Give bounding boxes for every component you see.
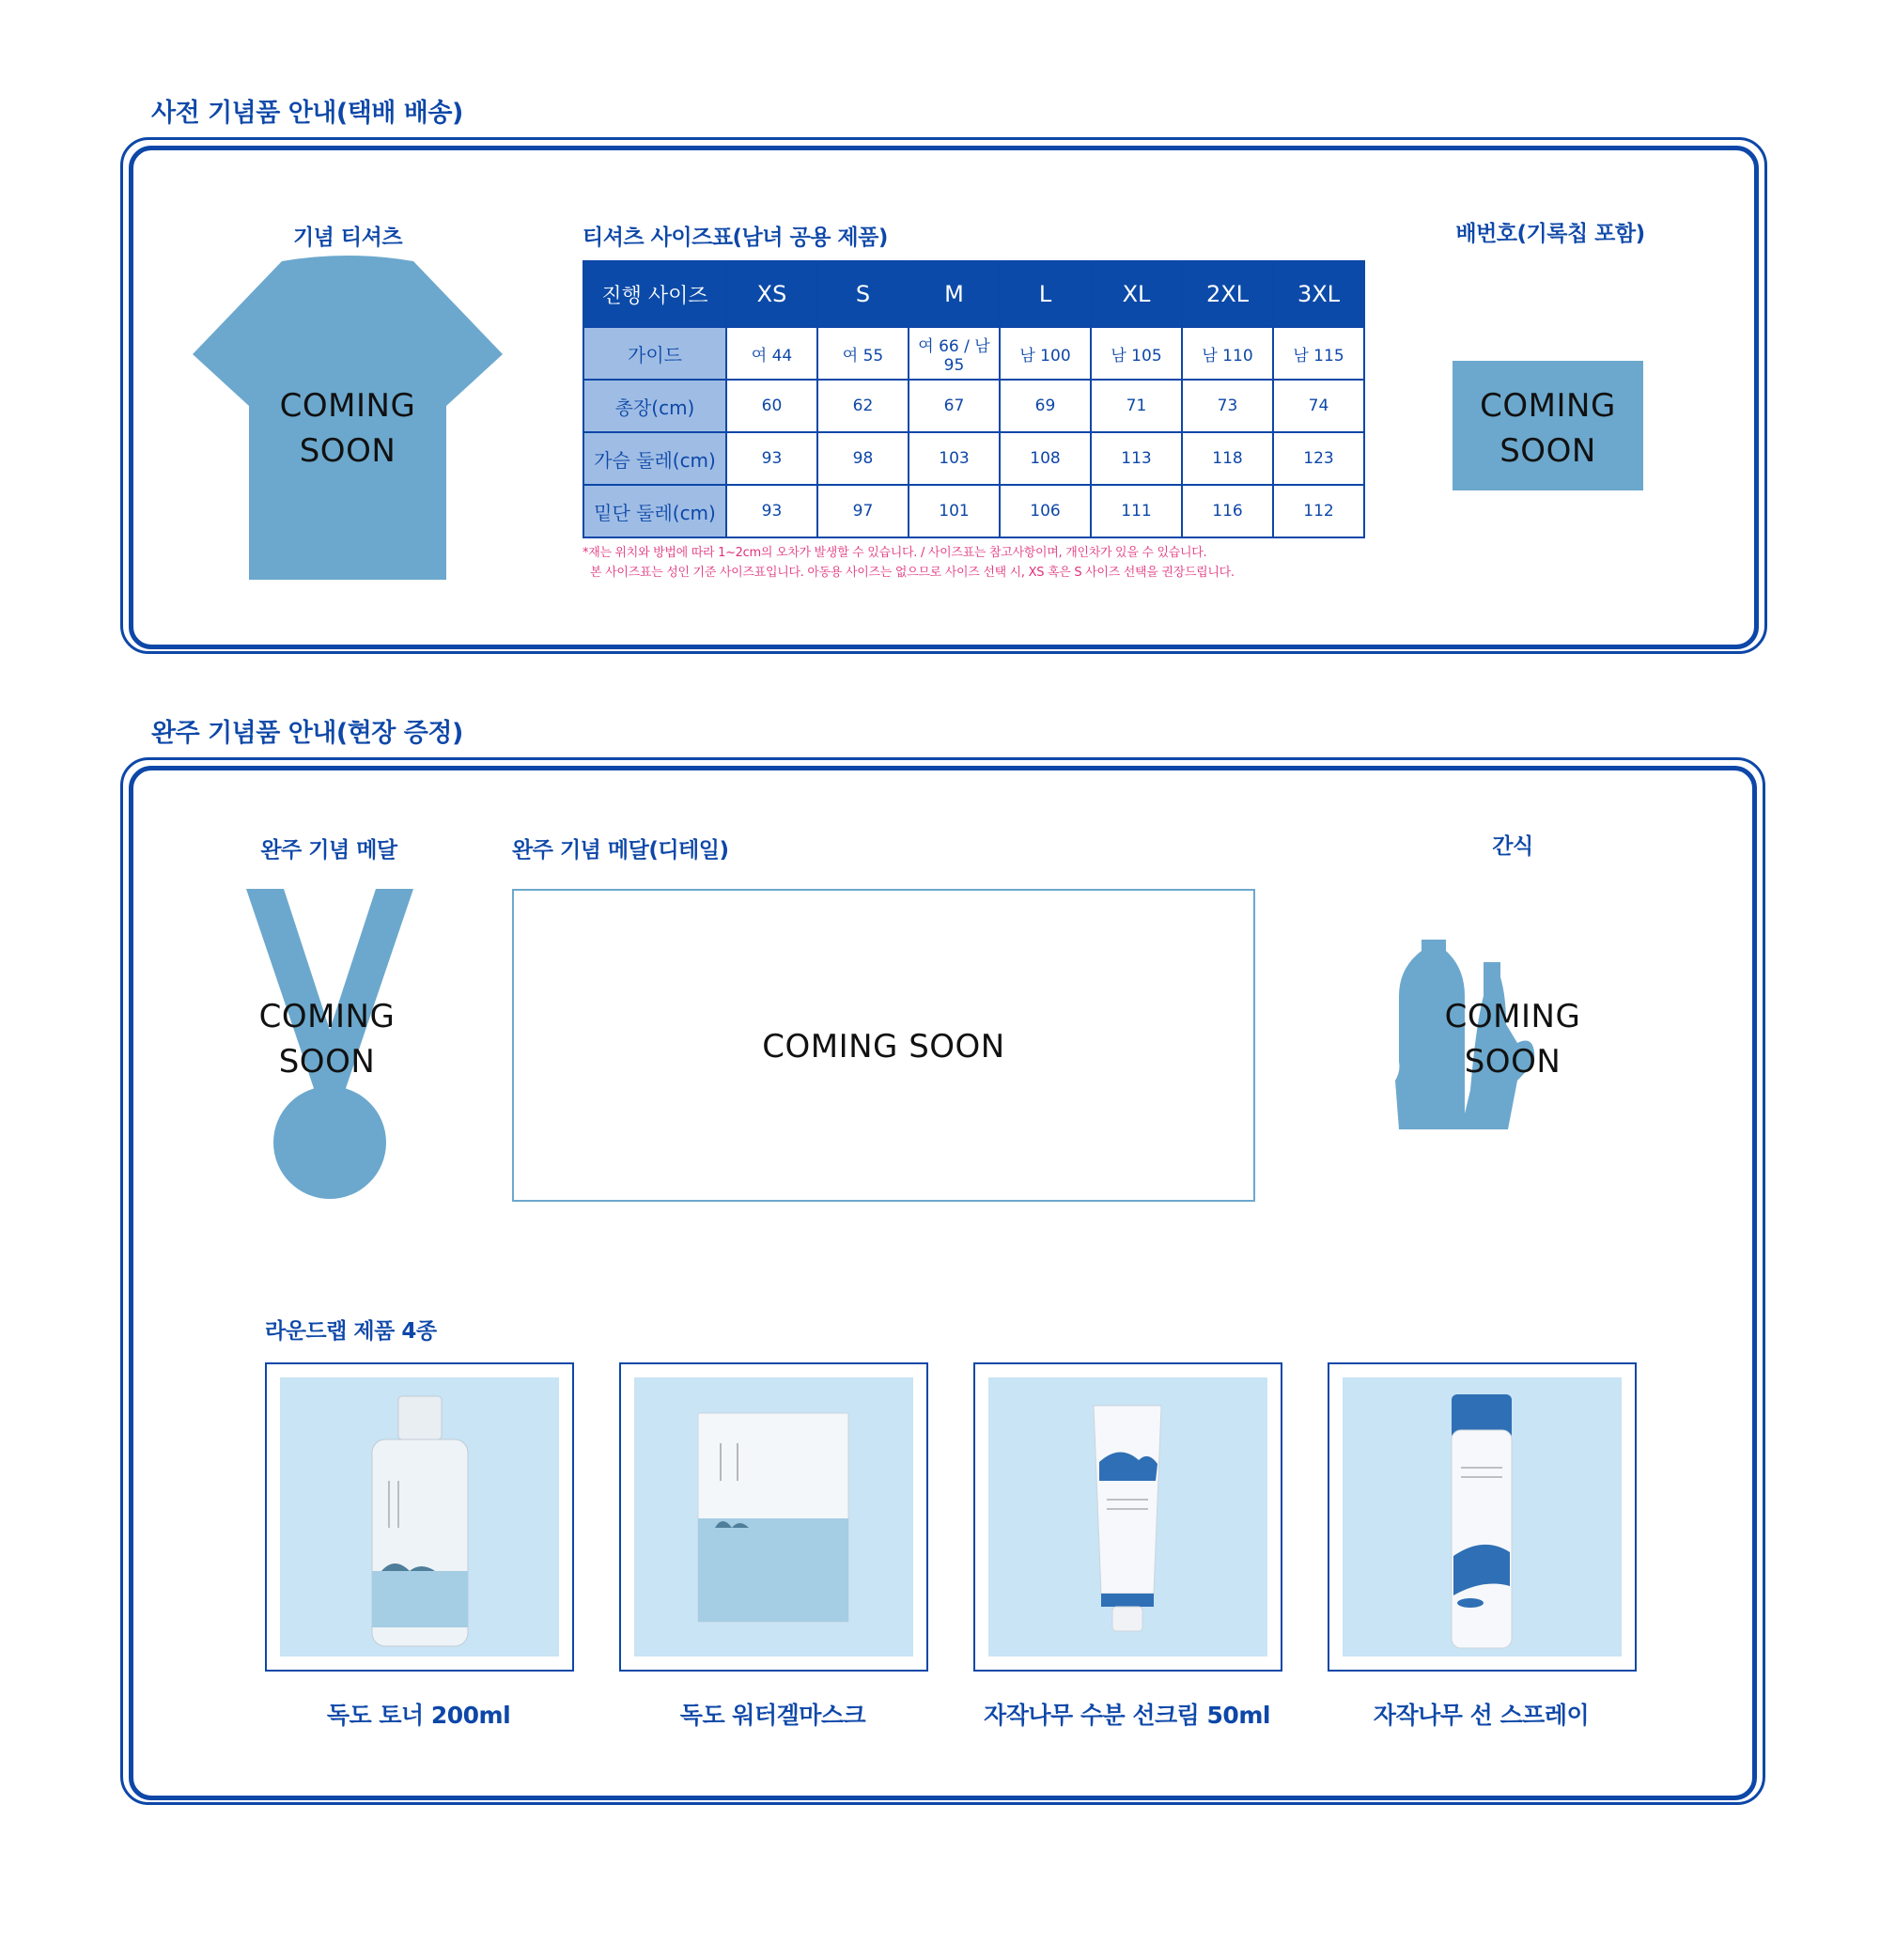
row-header: 가슴 둘레(cm) — [583, 432, 726, 485]
size-table-title: 티셔츠 사이즈표(남녀 공용 제품) — [583, 226, 888, 250]
table-cell: 97 — [817, 485, 909, 537]
table-cell: 93 — [726, 432, 817, 485]
medal-coming-soon — [233, 994, 421, 1084]
product-card — [1328, 1362, 1637, 1672]
product-card — [619, 1362, 928, 1672]
size-note-line-2: 본 사이즈표는 성인 기준 사이즈표입니다. 아동용 사이즈는 없으므로 사이즈 선택 시, XS 혹은 S 사이즈 선택을 권장드립니다. — [590, 566, 1235, 580]
coming-line-2: SOON — [1464, 1043, 1561, 1081]
table-cell: 108 — [1000, 432, 1091, 485]
coming-line-1: COMING — [1480, 387, 1616, 425]
size-header-cell: 2XL — [1182, 261, 1273, 327]
table-row — [583, 485, 1364, 537]
product-image-bg — [988, 1377, 1267, 1657]
product-card — [973, 1362, 1282, 1672]
table-cell: 남 110 — [1182, 327, 1273, 380]
tshirt-coming-soon — [249, 383, 446, 474]
coming-line-1: COMING — [1444, 998, 1581, 1035]
snack-coming-soon — [1419, 994, 1607, 1084]
table-cell: 남 105 — [1091, 327, 1182, 380]
table-cell: 62 — [817, 380, 909, 432]
coming-line-2: SOON — [278, 1043, 376, 1081]
mask-pack-image — [634, 1377, 913, 1657]
table-cell: 남 100 — [1000, 327, 1091, 380]
table-cell: 113 — [1091, 432, 1182, 485]
size-header-cell: 3XL — [1273, 261, 1364, 327]
bib-coming-soon — [1453, 383, 1643, 474]
table-cell: 103 — [909, 432, 1000, 485]
table-row — [583, 380, 1364, 432]
coming-line-1: COMING — [258, 998, 396, 1035]
product-image-bg — [280, 1377, 559, 1657]
table-cell: 69 — [1000, 380, 1091, 432]
table-cell: 여 55 — [817, 327, 909, 380]
table-cell: 101 — [909, 485, 1000, 537]
bib-label: 배번호(기록칩 포함) — [1455, 222, 1645, 246]
table-row — [583, 432, 1364, 485]
coming-line-2: SOON — [299, 432, 396, 470]
medal-label: 완주 기념 메달 — [260, 838, 397, 863]
row-header: 밑단 둘레(cm) — [583, 485, 726, 537]
product-image-bg — [1343, 1377, 1622, 1657]
table-cell: 112 — [1273, 485, 1364, 537]
size-note-line-1: *재는 위치와 방법에 따라 1~2cm의 오차가 발생할 수 있습니다. / 사이즈표는 참고사항이며, 개인차가 있을 수 있습니다. — [583, 546, 1207, 560]
table-cell: 93 — [726, 485, 817, 537]
table-row — [583, 327, 1364, 380]
toner-bottle-image — [280, 1377, 559, 1657]
table-cell: 60 — [726, 380, 817, 432]
size-header-cell: L — [1000, 261, 1091, 327]
table-cell: 116 — [1182, 485, 1273, 537]
table-cell: 73 — [1182, 380, 1273, 432]
table-cell: 67 — [909, 380, 1000, 432]
product-card — [265, 1362, 574, 1672]
product-name: 독도 워터겔마스크 — [679, 1702, 866, 1729]
section2-title: 완주 기념품 안내(현장 증정) — [151, 719, 463, 748]
tshirt-label: 기념 티셔츠 — [292, 226, 403, 250]
product-name: 자작나무 수분 선크림 50ml — [984, 1702, 1270, 1729]
row-header: 가이드 — [583, 327, 726, 380]
size-note — [583, 543, 1381, 583]
table-cell: 남 115 — [1273, 327, 1364, 380]
size-header-cell: XL — [1091, 261, 1182, 327]
section1-title: 사전 기념품 안내(택배 배송) — [151, 99, 463, 128]
table-cell: 111 — [1091, 485, 1182, 537]
table-cell: 여 66 / 남 95 — [909, 327, 1000, 380]
size-header-cell: XS — [726, 261, 817, 327]
coming-line-1: COMING — [279, 387, 416, 425]
size-header-cell: 진행 사이즈 — [583, 261, 726, 327]
size-table-header-row — [583, 261, 1364, 327]
size-table — [583, 260, 1365, 538]
table-cell: 여 44 — [726, 327, 817, 380]
coming-line-2: SOON — [1499, 432, 1596, 470]
table-cell: 123 — [1273, 432, 1364, 485]
products-label: 라운드랩 제품 4종 — [265, 1319, 437, 1344]
table-cell: 118 — [1182, 432, 1273, 485]
sun-spray-image — [1343, 1377, 1622, 1657]
row-header: 총장(cm) — [583, 380, 726, 432]
product-name: 자작나무 선 스프레이 — [1373, 1702, 1590, 1729]
table-cell: 98 — [817, 432, 909, 485]
table-cell: 106 — [1000, 485, 1091, 537]
medal-detail-label: 완주 기념 메달(디테일) — [512, 838, 729, 863]
table-cell: 74 — [1273, 380, 1364, 432]
product-image-bg — [634, 1377, 913, 1657]
product-name: 독도 토너 200ml — [326, 1702, 511, 1729]
size-header-cell: S — [817, 261, 909, 327]
table-cell: 71 — [1091, 380, 1182, 432]
snack-label: 간식 — [1492, 834, 1533, 859]
sunscreen-tube-image — [988, 1377, 1267, 1657]
medal-detail-coming-soon: COMING SOON — [762, 1028, 1005, 1066]
size-header-cell: M — [909, 261, 1000, 327]
